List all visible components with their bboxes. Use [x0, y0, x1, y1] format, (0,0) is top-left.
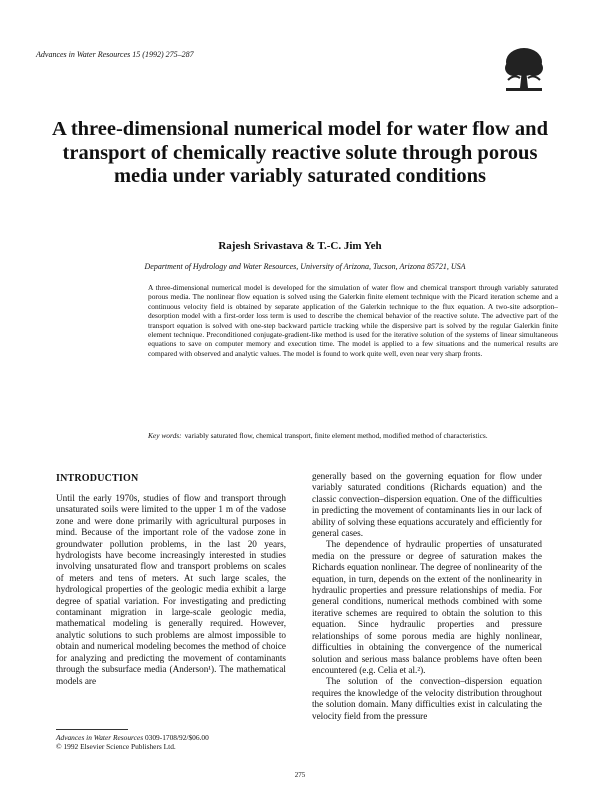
author-list: Rajesh Srivastava & T.-C. Jim Yeh: [218, 240, 382, 252]
footnote-issn: 0309-1708/92/$06.00: [144, 733, 209, 742]
journal-citation: Advances in Water Resources 15 (1992) 275–287: [36, 50, 194, 59]
footnote-journal-line: [56, 733, 286, 742]
footnote-copyright: © 1992 Elsevier Science Publishers Ltd.: [56, 742, 176, 751]
right-paragraph-3: The solution of the convection–dispersion equation requires the knowledge of the velocity distribution throughout the solution domain. Many difficulties exist in calculating the velocity field from the pressure: [312, 676, 542, 721]
footnote-divider: [56, 729, 128, 730]
right-paragraph-2: The dependence of hydraulic properties of unsaturated media on the pressure or degree of saturation makes the Richards equation nonlinear. The degree of nonlinearity of the equation, in turn, depends on the extent of the nonlinearity in hydraulic properties and pressure relationships of media. For general conditions, numerical methods combined with some iterative schemes are required to obtain the solution to this equation. Since hydraulic properties and pressure relationships of some porous media are highly nonlinear, difficulties in obtaining the convergence of the numerical solution and serious mass balance problems have often been encountered (e.g. Celia et al.²).: [312, 539, 542, 675]
keywords-text: variably saturated flow, chemical transport, finite element method, modified method of characteristics.: [184, 431, 488, 440]
page-number: 275: [294, 771, 306, 779]
author-affiliation: Department of Hydrology and Water Resources, University of Arizona, Tucson, Arizona 85721, USA: [144, 262, 466, 271]
section-heading-introduction: INTRODUCTION: [56, 473, 139, 484]
keywords: [148, 431, 558, 440]
keywords-label: Key words:: [148, 431, 182, 440]
left-paragraph-1: Until the early 1970s, studies of flow and transport through unsaturated soils were limited to the upper 1 m of the vadose zone and were done primarily with agricultural purposes in mind. Because of the important role of the vadose zone in groundwater pollution problems, in the last 20 years, hydrologists have become increasingly interested in studies involving unsaturated flow and transport problems on scales of meters and tens of meters. At such large scales, the hydrological properties of the geologic media exhibit a large degree of spatial variation. For investigating and predicting contaminant migration in large-scale geologic media, mathematical modeling is generally required. However, analytic solutions to such problems are almost impossible to obtain and numerical modeling becomes the method of choice for analyzing and predicting the movement of contaminants through the subsurface media (Anderson¹). The mathematical models are: [56, 493, 286, 686]
publisher-tree-logo-icon: [500, 44, 548, 94]
footnote: [56, 733, 286, 751]
paper-title: A three-dimensional numerical model for water flow and transport of chemically reactive solute through porous media under variably saturated conditions: [52, 118, 548, 188]
right-paragraph-1: generally based on the governing equation for flow under variably saturated conditions (Richards equation) and the classic convection–dispersion equation. One of the difficulties in predicting the movement of contaminants lies in our lack of ability of solving these equations accurately and efficiently for general cases.: [312, 471, 542, 539]
left-column: [56, 493, 286, 687]
right-column: [312, 471, 542, 722]
abstract: A three-dimensional numerical model is developed for the simulation of water flow and chemical transport through variably saturated porous media. The nonlinear flow equation is solved using the Galerkin finite element technique with the Picard iteration scheme and a continuous velocity field is obtained by separate application of the Galerkin technique to the flux equation. A two-site adsorption–desorption model with a first-order loss term is used to describe the chemical behavior of the reactive solute. The advective part of the transport equation is solved with one-step backward particle tracking while the dispersive part is solved by the regular Galerkin finite element technique. Preconditioned conjugate-gradient-like method is used for the iterative solution of the systems of linear simultaneous equations to save on computer memory and execution time. The model is applied to a few situations and the numerical results are compared with observed and analytic values. The model is found to work quite well, even near very sharp fronts.: [148, 283, 558, 358]
footnote-journal: Advances in Water Resources: [56, 733, 144, 742]
